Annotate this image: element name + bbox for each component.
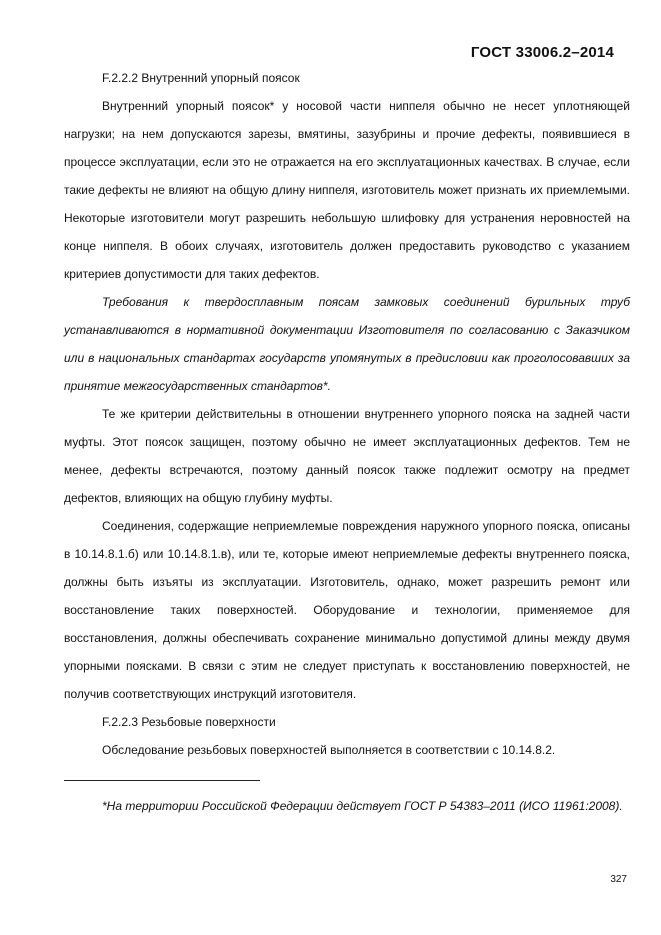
document-header: ГОСТ 33006.2–2014: [470, 44, 614, 61]
italic-paragraph: Требования к твердосплавным поясам замковых соединений бурильных труб устанавливаются в нормативной документации Изготовителя по согласованию с Заказчиком или в национальных стандартах государств упомянутых в предисловии как проголосовавших за принятие межгосударственных стандартов*.: [64, 295, 630, 393]
paragraph: Обследование резьбовых поверхностей выполняется в соответствии с 10.14.8.2.: [102, 743, 556, 757]
page-number: 327: [610, 874, 627, 885]
document-body: [64, 64, 630, 764]
paragraph: Те же критерии действительны в отношении внутреннего упорного пояска на задней части муфты. Этот поясок защищен, поэтому обычно не имеет эксплуатационных дефектов. Тем не менее, дефекты встречаются, поэтому данный поясок также подлежит осмотру на предмет дефектов, влияющих на общую глубину муфты.: [64, 407, 630, 505]
footnote: *На территории Российской Федерации действует ГОСТ Р 54383–2011 (ИСО 11961:2008).: [102, 799, 623, 813]
subheading-f2-2-2: F.2.2.2 Внутренний упорный поясок: [102, 71, 300, 85]
paragraph: Внутренний упорный поясок* у носовой части ниппеля обычно не несет уплотняющей нагрузки; на нем допускаются зарезы, вмятины, зазубрины и прочие дефекты, появившиеся в процессе эксплуатации, если это не отражается на его эксплуатационных качествах. В случае, если такие дефекты не влияют на общую длину ниппеля, изготовитель может признать их приемлемыми. Некоторые изготовители могут разрешить небольшую шлифовку для устранения неровностей на конце ниппеля. В обоих случаях, изготовитель должен предоставить руководство с указанием критериев допустимости для таких дефектов.: [64, 99, 630, 281]
subheading-f2-2-3: F.2.2.3 Резьбовые поверхности: [102, 715, 276, 729]
paragraph: Соединения, содержащие неприемлемые повреждения наружного упорного пояска, описаны в 10.14.8.1.б) или 10.14.8.1.в), или те, которые имеют неприемлемые дефекты внутреннего пояска, должны быть изъяты из эксплуатации. Изготовитель, однако, может разрешить ремонт или восстановление таких поверхностей. Оборудование и технологии, применяемое для восстановления, должны обеспечивать сохранение минимально допустимой длины между двумя упорными поясками. В связи с этим не следует приступать к восстановлению поверхностей, не получив соответствующих инструкций изготовителя.: [64, 519, 630, 701]
footnote-divider: [64, 780, 260, 781]
